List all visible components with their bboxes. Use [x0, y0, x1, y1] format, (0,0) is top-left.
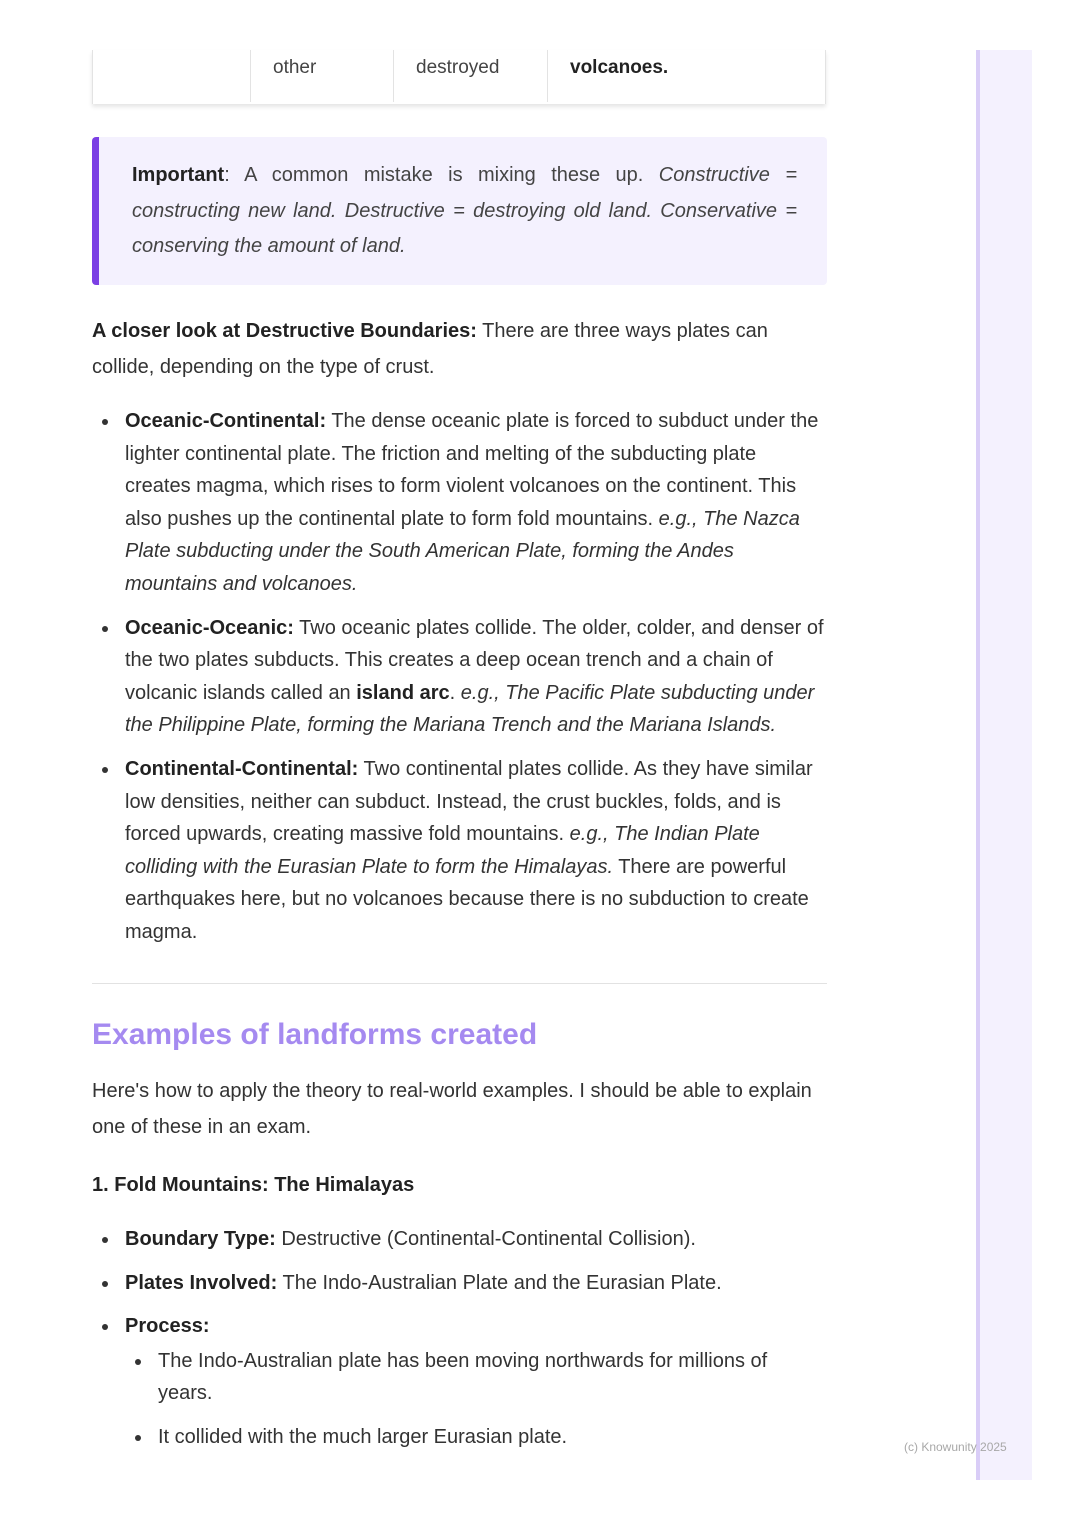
- section-divider: [92, 983, 827, 984]
- list-item: It collided with the much larger Eurasian plate.: [125, 1421, 827, 1454]
- list-item: Process: The Indo-Australian plate has been moving northwards for millions of years. It collided with the much larger Eurasian plate.: [92, 1310, 827, 1453]
- table-cell: other: [250, 50, 393, 102]
- section-heading: Examples of landforms created: [92, 1018, 538, 1051]
- list-item: Continental-Continental: Two continental plates collide. As they have similar low densities, neither can subduct. Instead, the crust buckles, folds, and is forced upwards, creating massive fold mountains. e.g., The Indian Plate colliding with the Eurasian Plate to form the Himalayas. There are powerful earthquakes here, but no volcanoes because there is no subduction to create magma.: [92, 753, 827, 949]
- list-item: Plates Involved: The Indo-Australian Plate and the Eurasian Plate.: [92, 1267, 827, 1300]
- side-panel: [976, 50, 1032, 1480]
- copyright: (c) Knowunity 2025: [904, 1440, 1007, 1454]
- table-cell: volcanoes.: [547, 50, 827, 102]
- example-heading: 1. Fold Mountains: The Himalayas: [92, 1174, 415, 1196]
- table-cell: destroyed: [393, 50, 547, 102]
- list-item: Oceanic-Oceanic: Two oceanic plates collide. The older, colder, and denser of the two plates subducts. This creates a deep ocean trench and a chain of volcanic islands called an island arc. e.g., The Pacific Plate subducting under the Philippine Plate, forming the Mariana Trench and the Mariana Islands.: [92, 612, 827, 742]
- callout-italic: Constructive = constructing new land. Destructive = destroying old land. Conservative = conserving the amount of land.: [132, 164, 798, 257]
- section-intro: Here's how to apply the theory to real-world examples. I should be able to explain one of these in an exam.: [92, 1080, 812, 1138]
- callout-label: Important: [132, 164, 225, 186]
- process-steps: [125, 1345, 827, 1454]
- list-item: Oceanic-Continental: The dense oceanic plate is forced to subduct under the lighter continental plate. The friction and melting of the subducting plate creates magma, which rises to form violent volcanoes on the continent. This also pushes up the continental plate to form fold mountains. e.g., The Nazca Plate subducting under the South American Plate, forming the Andes mountains and volcanoes.: [92, 405, 827, 601]
- boundary-type-list: [92, 405, 827, 949]
- list-item: The Indo-Australian plate has been moving northwards for millions of years.: [125, 1345, 827, 1410]
- example-details-list: [92, 1223, 827, 1454]
- callout-text: Important: A common mistake is mixing these up. Constructive = constructing new land. Destructive = destroying old land. Conservative = conserving the amount of land.: [132, 164, 798, 257]
- list-item: Boundary Type: Destructive (Continental-Continental Collision).: [92, 1223, 827, 1256]
- table-fragment: [92, 50, 826, 104]
- important-callout: [92, 137, 827, 285]
- closer-look-paragraph: A closer look at Destructive Boundaries: There are three ways plates can collide, depending on the type of crust.: [92, 320, 768, 378]
